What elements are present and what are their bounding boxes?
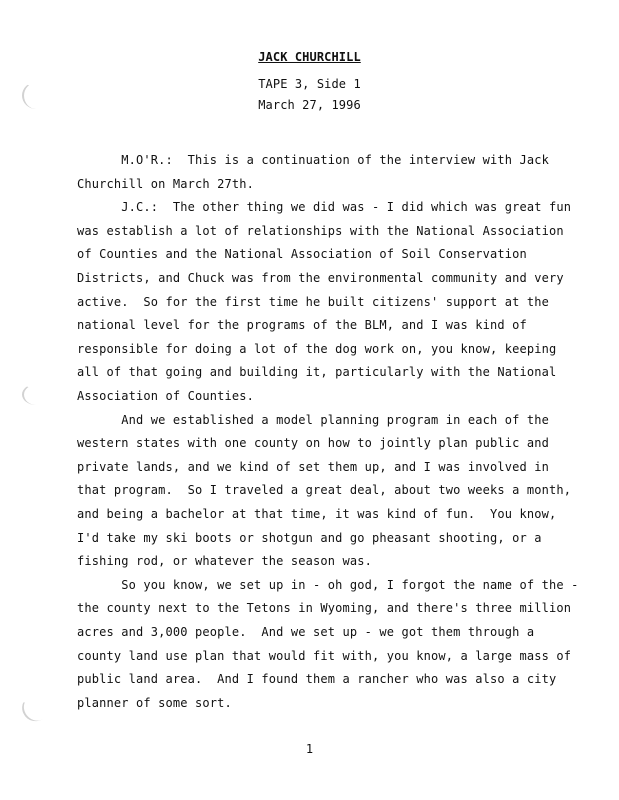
interview-date: March 27, 1996 [258, 98, 361, 112]
transcript-line: responsible for doing a lot of the dog work on, you know, keeping [77, 341, 557, 356]
transcript-line: acres and 3,000 people. And we set up - we got them through a [77, 625, 535, 639]
transcript-line: And we established a model planning program in each of the [77, 412, 549, 427]
transcript-line: Association of Counties. [77, 389, 254, 403]
tape-label: TAPE 3, Side 1 [258, 77, 361, 91]
transcript-line: of Counties and the National Association of Soil Conservation [77, 247, 527, 262]
transcript-line: fishing rod, or whatever the season was. [77, 554, 372, 569]
transcript-line: active. So for the first time he built citizens' support at the [77, 294, 549, 309]
page-number: 1 [305, 742, 314, 756]
transcript-line: county land use plan that would fit with, you know, a large mass of [77, 648, 572, 663]
punch-hole-mark [17, 689, 55, 726]
transcript-line: and being a bachelor at that time, it was kind of fun. You know, [77, 507, 557, 521]
transcript-line: planner of some sort. [77, 695, 232, 710]
transcript-line: western states with one county on how to jointly plan public and [77, 436, 549, 451]
transcript-line: So you know, we set up in - oh god, I forgot the name of the - [77, 577, 579, 592]
transcript-line: private lands, and we kind of set them up, and I was involved in [77, 459, 549, 474]
transcript-line: that program. So I traveled a great deal, about two weeks a month, [77, 483, 572, 498]
transcript-line: public land area. And I found them a rancher who was also a city [77, 672, 557, 687]
transcript-line: all of that going and building it, particularly with the National [77, 365, 557, 380]
transcript-line: J.C.: The other thing we did was - I did which was great fun [77, 200, 572, 215]
interviewee-name: JACK CHURCHILL [258, 50, 361, 64]
punch-hole-mark [22, 384, 50, 405]
transcript-line: I'd take my ski boots or shotgun and go pheasant shooting, or a [77, 530, 542, 545]
transcript-line: national level for the programs of the BLM, and I was kind of [77, 318, 527, 333]
transcript-line: the county next to the Tetons in Wyoming, and there's three million [77, 601, 572, 616]
transcript-line: Churchill on March 27th. [77, 176, 254, 191]
transcript-line: M.O'R.: This is a continuation of the interview with Jack [77, 153, 549, 167]
transcript-line: was establish a lot of relationships with the National Association [77, 223, 564, 238]
transcript-line: Districts, and Chuck was from the environmental community and very [77, 271, 564, 285]
